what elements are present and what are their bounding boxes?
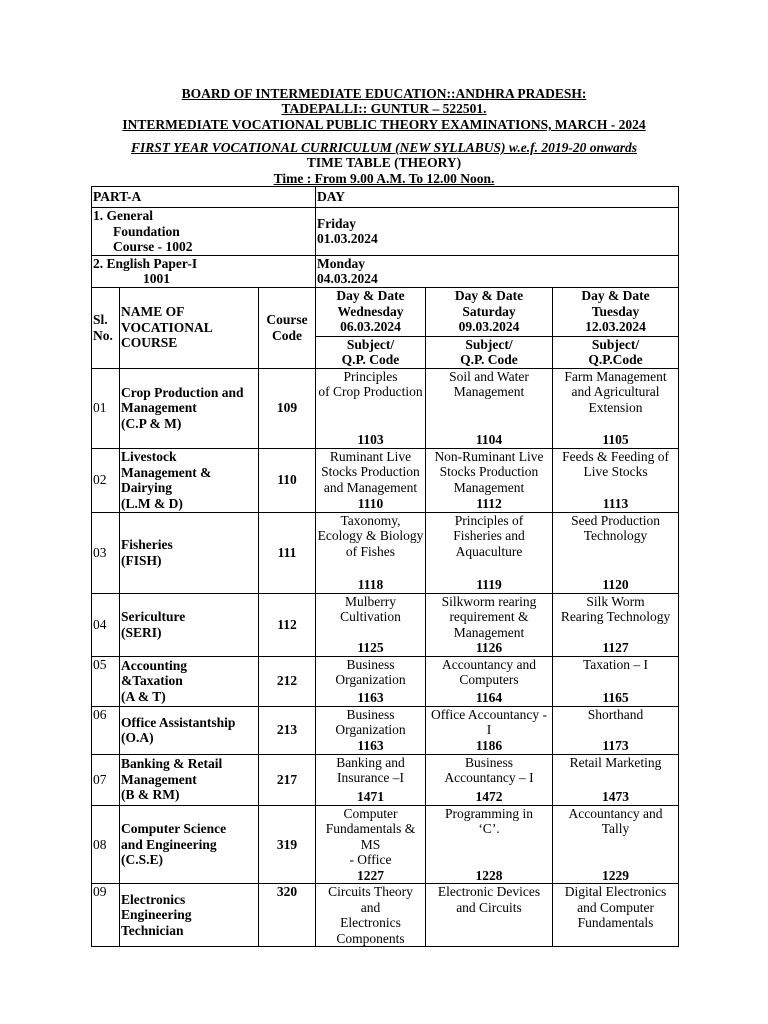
subject-name: Circuits Theory and Electronics Components	[328, 884, 413, 946]
subject-qp-header-1: Subject/ Q.P. Code	[316, 336, 426, 368]
sl-no: 05	[92, 656, 120, 706]
subject-name: Mulberry Cultivation	[340, 593, 401, 624]
day-date-header-2: Day & Date Saturday 09.03.2024	[426, 287, 553, 336]
general-foundation-row	[92, 208, 679, 256]
subject-name: Accountancy and Tally	[568, 805, 663, 836]
english-paper-date: Monday 04.03.2024	[316, 255, 679, 287]
qp-code: 1163	[357, 738, 384, 753]
qp-code: 1165	[602, 690, 629, 705]
course-row	[92, 706, 679, 754]
subject-name: Principles of Crop Production	[318, 368, 423, 399]
subject-cell	[426, 884, 553, 947]
subject-name: Digital Electronics and Computer Fundamentals	[564, 884, 667, 930]
qp-code: 1105	[602, 432, 629, 447]
subject-name: Accountancy and Computers	[441, 656, 537, 687]
subject-name: Programming in ‘C’.	[444, 805, 534, 836]
subject-cell	[316, 805, 426, 884]
board-address: TADEPALLI:: GUNTUR – 522501.	[281, 101, 487, 116]
qp-code: 1126	[475, 640, 503, 655]
qp-code: 1112	[476, 496, 502, 511]
sl-no: 08	[92, 805, 120, 884]
course-name: Computer Science and Engineering (C.S.E)	[120, 805, 259, 884]
subject-name: Silkworm rearing requirement & Management	[441, 593, 537, 640]
subject-cell	[553, 706, 679, 754]
sl-no: 03	[92, 512, 120, 593]
course-code: 213	[259, 706, 316, 754]
general-foundation-date: Friday 01.03.2024	[316, 208, 679, 256]
part-a-header-row	[92, 187, 679, 208]
curriculum-title: FIRST YEAR VOCATIONAL CURRICULUM (NEW SYLLABUS) w.e.f. 2019-20 onwards	[131, 140, 637, 155]
exam-title: INTERMEDIATE VOCATIONAL PUBLIC THEORY EXAMINATIONS, MARCH - 2024	[122, 117, 646, 132]
qp-code: 1173	[602, 738, 629, 753]
subject-name: Business Organization	[335, 706, 406, 737]
course-code: 319	[259, 805, 316, 884]
subject-cell	[426, 706, 553, 754]
subject-name: Principles of Fisheries and Aquaculture	[453, 512, 525, 559]
subject-cell	[553, 656, 679, 706]
qp-code: 1164	[475, 690, 503, 705]
course-name: Electronics Engineering Technician	[120, 884, 259, 947]
course-row	[92, 884, 679, 947]
subject-name: Retail Marketing	[569, 754, 662, 770]
qp-code: 1110	[357, 496, 384, 511]
subject-cell	[426, 448, 553, 512]
timetable-title: TIME TABLE (THEORY)	[306, 155, 462, 170]
subject-name: Business Organization	[335, 656, 406, 687]
course-code: 109	[259, 368, 316, 448]
course-name: Accounting &Taxation (A & T)	[120, 656, 259, 706]
course-name: Livestock Management & Dairying (L.M & D)	[120, 448, 259, 512]
qp-code: 1186	[475, 738, 503, 753]
subject-cell	[316, 593, 426, 656]
subject-cell	[426, 754, 553, 805]
exam-timing: Time : From 9.00 A.M. To 12.00 Noon.	[273, 171, 495, 186]
qp-code: 1471	[357, 789, 384, 804]
subject-name: Silk Worm Rearing Technology	[560, 593, 671, 624]
subject-cell	[426, 512, 553, 593]
board-title: BOARD OF INTERMEDIATE EDUCATION::ANDHRA PRADESH:	[181, 86, 587, 101]
subject-name: Seed Production Technology	[571, 512, 660, 543]
subject-name: Banking and Insurance –I	[336, 754, 405, 785]
subject-cell	[316, 368, 426, 448]
qp-code: 1127	[602, 640, 629, 655]
subject-cell	[426, 805, 553, 884]
course-code: 217	[259, 754, 316, 805]
subject-cell	[426, 656, 553, 706]
course-row	[92, 368, 679, 448]
course-name-header: NAME OF VOCATIONAL COURSE	[120, 287, 259, 368]
day-date-header-3: Day & Date Tuesday 12.03.2024	[553, 287, 679, 336]
sl-no-header: Sl. No.	[92, 287, 120, 368]
subject-cell	[553, 884, 679, 947]
qp-code: 1229	[602, 867, 630, 883]
subject-cell	[553, 805, 679, 884]
subject-cell	[316, 754, 426, 805]
subject-cell	[553, 512, 679, 593]
english-paper-course: 2. English Paper-I 1001	[92, 255, 316, 287]
subject-name: Office Accountancy - I	[431, 706, 547, 737]
day-label: DAY	[316, 187, 679, 208]
part-a-label: PART-A	[92, 187, 316, 208]
subject-qp-header-3: Subject/ Q.P.Code	[553, 336, 679, 368]
course-name: Crop Production and Management (C.P & M)	[120, 368, 259, 448]
course-code: 320	[259, 884, 316, 947]
subject-name: Farm Management and Agricultural Extension	[564, 368, 667, 415]
course-code: 112	[259, 593, 316, 656]
general-foundation-course: 1. General Foundation Course - 1002	[92, 208, 316, 256]
subject-cell	[553, 448, 679, 512]
qp-code: 1472	[475, 789, 503, 804]
subject-cell	[316, 448, 426, 512]
subject-name: Ruminant Live Stocks Production and Management	[321, 448, 420, 495]
column-header-row	[92, 287, 679, 336]
subject-name: Taxation – I	[582, 656, 649, 672]
course-code: 212	[259, 656, 316, 706]
subject-cell	[553, 368, 679, 448]
day-date-header-1: Day & Date Wednesday 06.03.2024	[316, 287, 426, 336]
qp-code: 1163	[357, 690, 384, 705]
sl-no: 06	[92, 706, 120, 754]
subject-cell	[316, 884, 426, 947]
course-row	[92, 593, 679, 656]
course-row	[92, 754, 679, 805]
subject-cell	[316, 512, 426, 593]
subject-name: Non-Ruminant Live Stocks Production Management	[434, 448, 544, 495]
subject-cell	[553, 593, 679, 656]
qp-code: 1103	[357, 432, 384, 447]
subject-cell	[316, 656, 426, 706]
qp-code: 1104	[475, 432, 503, 447]
course-code-header: Course Code	[259, 287, 316, 368]
qp-code: 1119	[476, 577, 502, 592]
qp-code: 1118	[357, 577, 384, 592]
subject-cell	[316, 706, 426, 754]
course-row	[92, 512, 679, 593]
subject-name: Electronic Devices and Circuits	[437, 884, 541, 915]
qp-code: 1113	[602, 496, 629, 511]
subject-cell	[426, 368, 553, 448]
timetable	[91, 186, 679, 947]
subject-name: Shorthand	[587, 706, 644, 722]
sl-no: 01	[92, 368, 120, 448]
qp-code: 1125	[357, 640, 384, 655]
subject-cell	[426, 593, 553, 656]
course-code: 110	[259, 448, 316, 512]
course-row	[92, 448, 679, 512]
course-name: Banking & Retail Management (B & RM)	[120, 754, 259, 805]
qp-code: 1228	[475, 867, 503, 883]
subject-cell	[553, 754, 679, 805]
sl-no: 07	[92, 754, 120, 805]
course-name: Office Assistantship (O.A)	[120, 706, 259, 754]
qp-code: 1473	[602, 789, 630, 804]
sl-no: 09	[92, 884, 120, 947]
subject-name: Soil and Water Management	[449, 368, 529, 399]
subject-name: Business Accountancy – I	[444, 754, 534, 785]
subject-qp-header-2: Subject/ Q.P. Code	[426, 336, 553, 368]
english-paper-row	[92, 255, 679, 287]
subject-name: Feeds & Feeding of Live Stocks	[562, 448, 669, 479]
sl-no: 02	[92, 448, 120, 512]
course-code: 111	[259, 512, 316, 593]
course-name: Fisheries (FISH)	[120, 512, 259, 593]
course-name: Sericulture (SERI)	[120, 593, 259, 656]
qp-code: 1227	[357, 867, 384, 883]
course-row	[92, 805, 679, 884]
course-row	[92, 656, 679, 706]
sl-no: 04	[92, 593, 120, 656]
subject-name: Computer Fundamentals & MS - Office	[325, 805, 416, 867]
qp-code: 1120	[602, 577, 629, 592]
subject-name: Taxonomy, Ecology & Biology of Fishes	[317, 512, 424, 559]
